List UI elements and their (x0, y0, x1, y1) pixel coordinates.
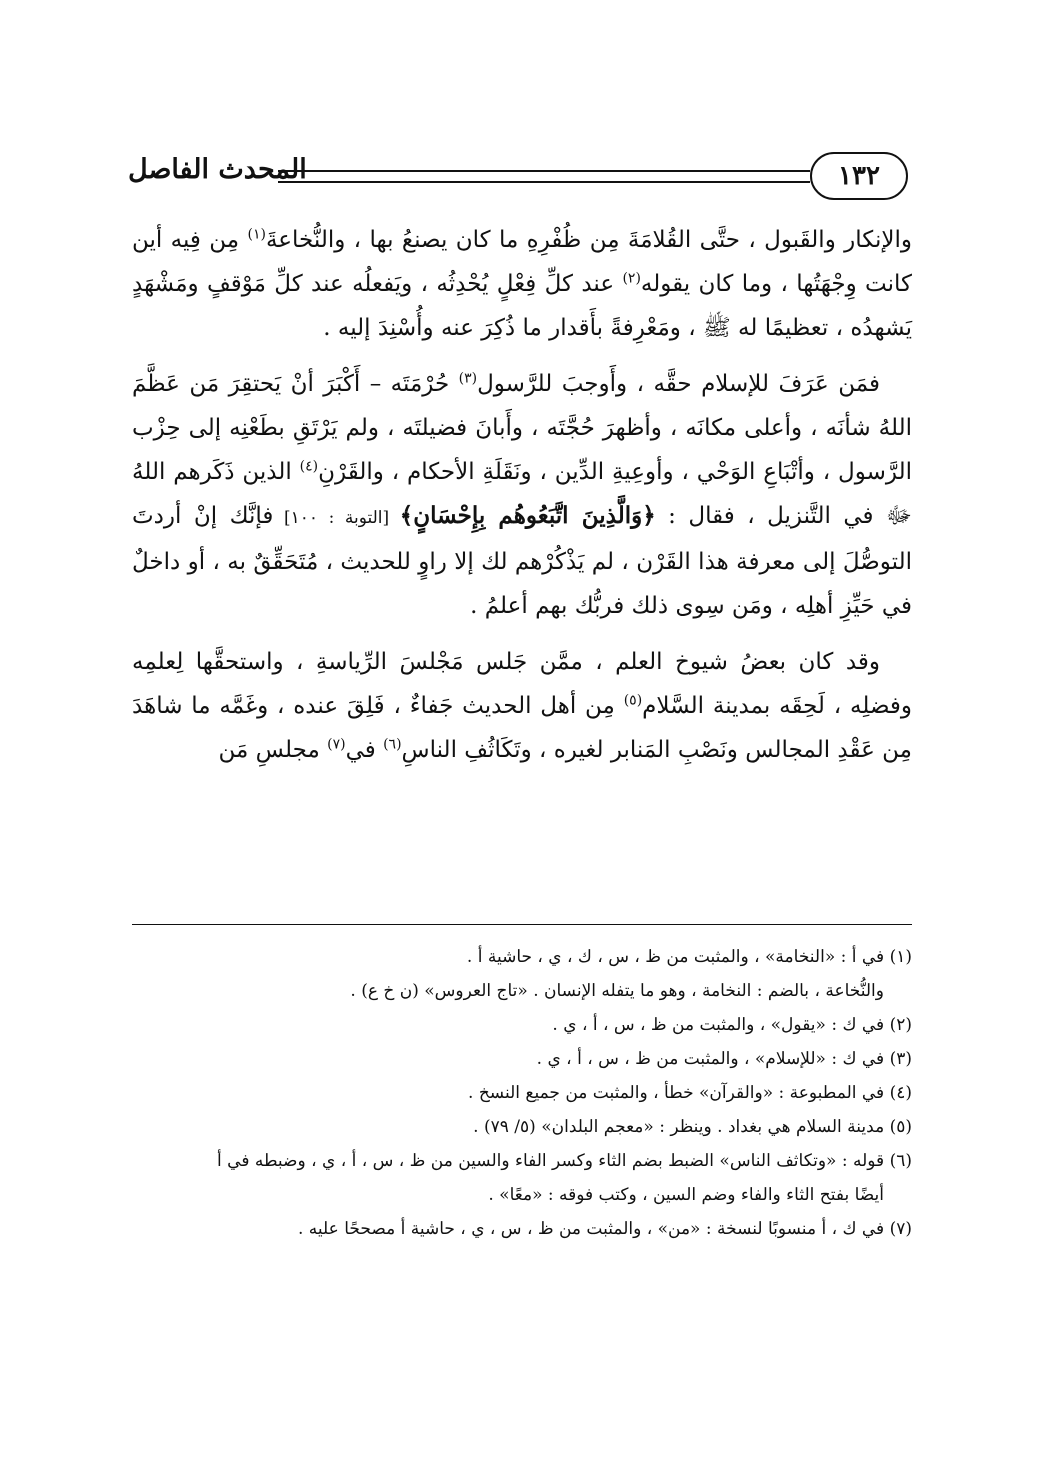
paragraph-2 (132, 362, 912, 628)
footnote-6: (٦) قوله : «وتكاثف الناس» الضبط بضم الثاء وكسر الفاء والسين من ظ ، س ، أ ، ي ، وضبطه في أ (217, 1151, 912, 1171)
text-run: حُرْمَتَه – أَكْبَرَ أنْ يَحتقِرَ مَن عَظَّمَ اللهُ شأنَه ، وأعلى مكانَه ، وأظهرَ حُجَّتَه ، وأَبانَ فضيلتَه ، ولم يَرْتَقِ بطَعْنِه إلى حِزْب الرَّسول ، وأتْبَاعِ الوَحْي ، وأوعِيةِ الدِّين ، ونَقَلَةِ الأحكام ، والقَرْنِ (132, 371, 912, 485)
text-run: عند كلِّ فِعْلٍ يُحْدِثُه ، ويَفعلُه عند كلِّ مَوْقفٍ ومَشْهَدٍ يَشهدُه ، تعظيمًا له ﷺ ، ومَعْرِفةً بأَقدار ما ذُكِرَ عنه وأُسْنِدَ إليه . (132, 271, 912, 341)
text-run: مجلسِ مَن (218, 737, 328, 763)
header-double-rule (278, 170, 810, 183)
footnote-ref-5: (٥) (623, 692, 643, 709)
text-run: وقد كان بعضُ شيوخ العلم ، ممَّن جَلس مَجْلسَ الرِّياسةِ ، واستحقَّها لِعلمِه وفضلِه ، لَحِقَه بمدينة السَّلام (132, 649, 912, 719)
footnote-ref-3: (٣) (458, 370, 478, 387)
footnote-ref-6: (٦) (383, 736, 402, 753)
footnote-ref-4: (٤) (299, 458, 319, 475)
footnote-1-continuation: والنُّخاعة ، بالضم : النخامة ، وهو ما يتفله الإنسان . «تاج العروس» (ن خ ع) . (350, 981, 884, 1001)
footnote-2: (٢) في ك : «يقول» ، والمثبت من ظ ، س ، أ ، ي . (552, 1015, 912, 1035)
page-number: ١٣٢ (838, 161, 880, 191)
book-title: المحدث الفاصل (128, 154, 307, 185)
text-run: الذين ذَكَرهم اللهُ ﷻ في التَّنزيل ، فقال : (132, 459, 912, 529)
footnote-7: (٧) في ك ، أ منسوبًا لنسخة : «من» ، والمثبت من ظ ، س ، ي ، حاشية أ مصححًا عليه . (297, 1219, 912, 1239)
text-run: في (345, 737, 384, 763)
verse-reference: [التوبة : ١٠٠] (273, 508, 400, 528)
quran-verse: ﴿وَالَّذِينَ اتَّبَعُوهُم بِإِحْسَانٍ﴾ (399, 502, 656, 529)
footnote-4: (٤) في المطبوعة : «والقرآن» خطأ ، والمثبت من جميع النسخ . (468, 1083, 912, 1103)
text-run: فمَن عَرَفَ للإسلام حقَّه ، وأَوجبَ للرَّسول (477, 371, 880, 397)
footnote-5: (٥) مدينة السلام هي بغداد . وينظر : «معجم البلدان» (٥/ ٧٩) . (473, 1117, 912, 1137)
paragraph-1 (132, 218, 912, 350)
paragraph-3 (132, 640, 912, 772)
page-number-badge (810, 152, 908, 200)
footnote-ref-1: (١) (247, 226, 266, 243)
text-run: مِن أهل الحديث جَفاءٌ ، فَلِقَ عنده ، وغَمَّه ما شاهَدَ مِن عَقْدِ المجالس ونَصْبِ المَنابر لغيره ، وتَكَاثُفِ الناسِ (132, 693, 912, 763)
page-header (128, 150, 908, 210)
footnote-1: (١) في أ : «النخامة» ، والمثبت من ظ ، س ، ك ، ي ، حاشية أ . (466, 947, 912, 967)
footnote-ref-7: (٧) (327, 736, 346, 753)
footnotes (132, 940, 912, 1246)
text-run: فإنَّك إنْ أردتَ التوصُّلَ إلى معرفة هذا القَرْن ، لم يَذْكُرْهم لك إلا راوٍ للحديث ، مُتَحَقِّقٌ به ، أو داخلٌ في حَيِّزِ أهلِه ، ومَن سِوى ذلك فربُّك بهم أعلمُ . (132, 503, 912, 619)
main-text (132, 218, 912, 784)
footnote-separator (132, 924, 912, 925)
text-run: مِن فِيه أين كانت وِجْهَتُها ، وما كان يقوله (132, 227, 912, 297)
footnote-ref-2: (٢) (622, 270, 641, 287)
footnote-3: (٣) في ك : «للإسلام» ، والمثبت من ظ ، س ، أ ، ي . (536, 1049, 912, 1069)
text-run: والإنكار والقَبول ، حتَّى القُلامَةَ مِن ظُفْرِهِ ما كان يصنعُ بها ، والنُّخاعةَ (265, 227, 913, 253)
footnote-6-continuation: أيضًا بفتح الثاء والفاء وضم السين ، وكتب فوقه : «معًا» . (488, 1185, 884, 1205)
